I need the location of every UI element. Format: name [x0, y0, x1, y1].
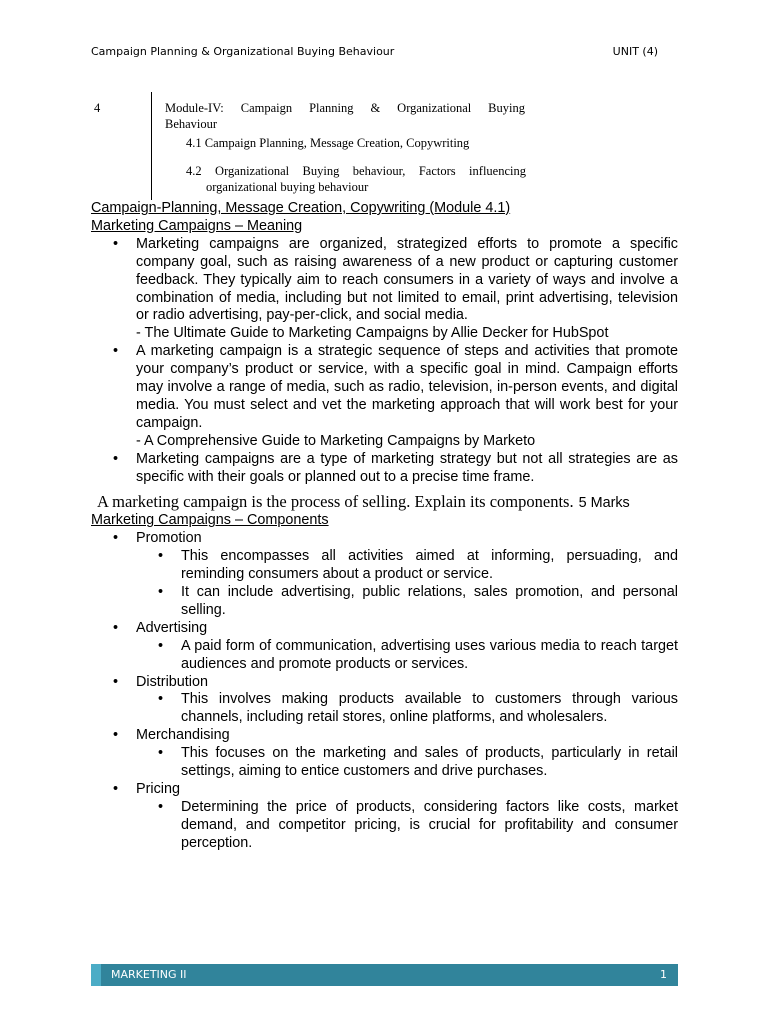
component-item [91, 674, 678, 692]
component-label: Distribution [136, 673, 208, 690]
component-detail-text: Determining the price of products, considering factors like costs, market demand, and competitor pricing, is crucial for profitability and consumer perception. [181, 798, 678, 851]
syllabus-topic-2-line1: 4.2 Organizational Buying behaviour, Factors influencing [186, 164, 526, 178]
list-item [91, 343, 678, 450]
page-footer [91, 964, 678, 986]
header-unit: UNIT (4) [612, 45, 658, 58]
component-label: Pricing [136, 781, 180, 797]
meaning-text: Marketing campaigns are a type of marketing strategy but not all strategies are as specific with their goals or planned out to a precise time frame. [136, 450, 678, 485]
list-item [91, 451, 678, 487]
components-heading: Marketing Campaigns – Components [91, 512, 329, 529]
component-item [91, 620, 678, 638]
list-item [91, 236, 678, 343]
meaning-list [91, 236, 678, 487]
component-label: Promotion [136, 530, 202, 547]
component-detail [91, 638, 678, 674]
component-detail-text: This involves making products available to customers through various channels, including retail stores, online platforms, and wholesalers. [181, 691, 678, 726]
syllabus-module-line2: Behaviour [165, 117, 218, 131]
component-item [91, 530, 678, 548]
component-detail [91, 584, 678, 620]
footer-accent [91, 964, 101, 986]
syllabus-topic-2-line2: organizational buying behaviour [206, 180, 369, 194]
page-header [91, 45, 658, 58]
component-detail-text: A paid form of communication, advertising uses various media to reach target audiences and promote products or services. [181, 637, 678, 672]
syllabus-module-line1: Module-IV: Campaign Planning & Organizational Buying [165, 101, 525, 115]
question-marks: 5 Marks [578, 494, 630, 511]
document-body [91, 200, 678, 853]
component-label: Merchandising [136, 727, 230, 744]
section-title: Campaign-Planning, Message Creation, Copywriting (Module 4.1) [91, 200, 511, 216]
meaning-text: A marketing campaign is a strategic sequence of steps and activities that promote your company’s product or service, with a specific goal in mind. Campaign efforts may involve a range of media, such as radio, television, in-person events, and digital media. You must select and vet the marketing approach that will work best for your campaign. [136, 343, 678, 431]
meaning-source: - The Ultimate Guide to Marketing Campaigns by Allie Decker for HubSpot [136, 325, 609, 342]
question-text: A marketing campaign is the process of selling. Explain its components. [97, 491, 574, 511]
meaning-heading: Marketing Campaigns – Meaning [91, 217, 303, 234]
exam-question [91, 493, 678, 513]
component-label: Advertising [136, 619, 208, 636]
syllabus-excerpt [91, 92, 531, 200]
component-detail [91, 548, 678, 584]
component-item [91, 727, 678, 745]
component-detail-text: This encompasses all activities aimed at informing, persuading, and reminding consumers about a product or service. [181, 548, 678, 583]
syllabus-topic-1: 4.1 Campaign Planning, Message Creation, Copywriting [186, 136, 470, 150]
syllabus-number: 4 [94, 101, 101, 115]
header-title: Campaign Planning & Organizational Buying Behaviour [91, 45, 395, 58]
syllabus-divider [151, 92, 152, 200]
component-detail [91, 799, 678, 853]
component-detail-text: It can include advertising, public relations, sales promotion, and personal selling. [181, 584, 678, 618]
components-list [91, 530, 678, 852]
component-detail [91, 745, 678, 781]
page-number: 1 [660, 968, 667, 981]
component-detail [91, 691, 678, 727]
meaning-source: - A Comprehensive Guide to Marketing Campaigns by Marketo [136, 432, 536, 449]
meaning-text: Marketing campaigns are organized, strategized efforts to promote a specific company goal, such as raising awareness of a new product or capturing customer feedback. They typically aim to reach consumers in a variety of ways and involve a combination of media, including but not limited to email, print advertising, television or radio advertising, pay-per-click, and social media. [136, 235, 678, 324]
footer-label: MARKETING II [111, 968, 187, 981]
component-item [91, 781, 678, 799]
component-detail-text: This focuses on the marketing and sales of products, particularly in retail settings, aiming to entice customers and drive purchases. [181, 745, 678, 780]
